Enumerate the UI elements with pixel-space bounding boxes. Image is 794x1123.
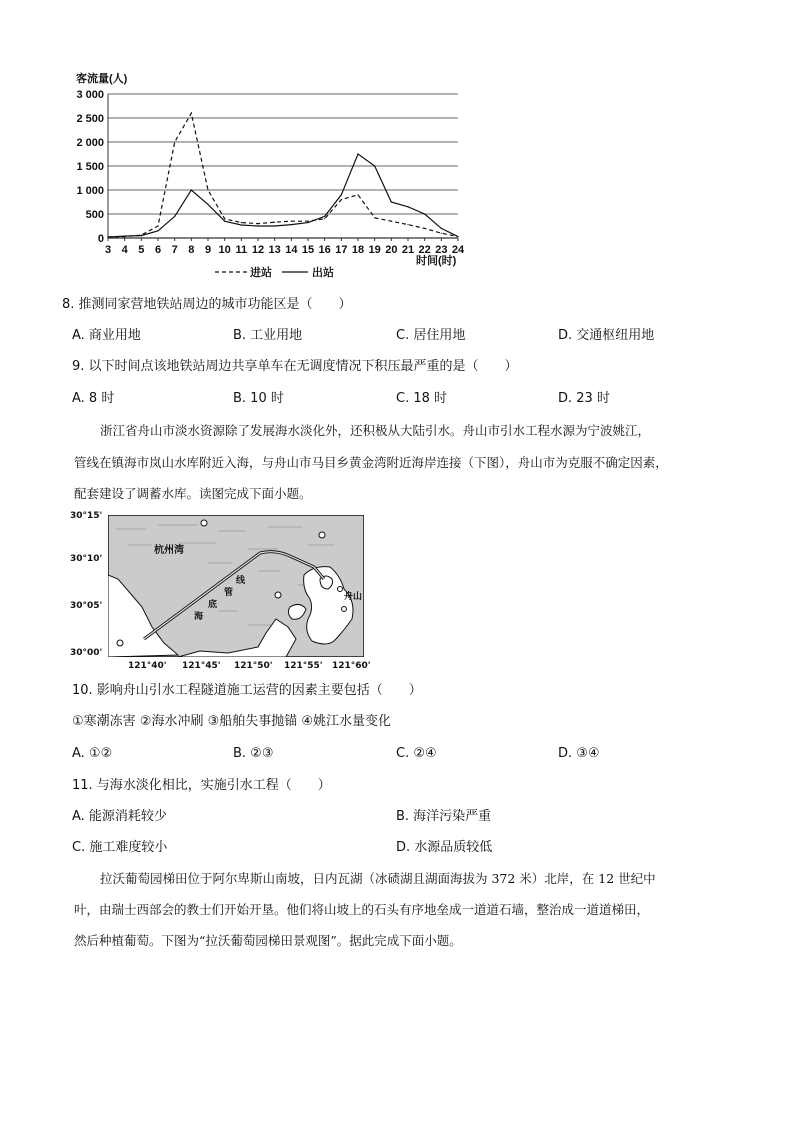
- data-point: [174, 141, 175, 142]
- data-point: [241, 224, 242, 225]
- data-point: [274, 225, 275, 226]
- data-point: [324, 218, 325, 219]
- map-lon-label: 121°55': [284, 661, 323, 671]
- passage-1-line-2: 管线在镇海市岚山水库附近入海，与舟山市马目乡黄金湾附近海岸连接（下图），舟山市为克服不确定因素，: [74, 455, 668, 470]
- islet: [342, 607, 347, 612]
- legend-label-in: 进站: [250, 267, 272, 279]
- data-point: [291, 221, 292, 222]
- data-point: [224, 221, 225, 222]
- data-point: [257, 225, 258, 226]
- passage-2-line-3: 然后种植葡萄。下图为“拉沃葡萄园梯田景观图”。据此完成下面小题。: [74, 933, 462, 948]
- q8-option-a[interactable]: A. 商业用地: [72, 328, 141, 343]
- q8-option-c[interactable]: C. 居住用地: [396, 328, 466, 343]
- q10-option-c[interactable]: C. ②④: [396, 746, 437, 761]
- q11-option-a[interactable]: A. 能源消耗较少: [72, 809, 167, 824]
- q8-option-b[interactable]: B. 工业用地: [233, 328, 303, 343]
- question-10-factors: ①寒潮冻害 ②海水冲刷 ③船舶失事抛锚 ④姚江水量变化: [72, 714, 392, 729]
- map-lat-label: 30°00': [70, 648, 103, 658]
- x-tick-label: 20: [385, 244, 398, 256]
- y-tick-label: 2 500: [76, 113, 104, 125]
- islet: [338, 587, 343, 592]
- islet: [275, 592, 281, 598]
- q8-option-d[interactable]: D. 交通枢纽用地: [558, 328, 655, 343]
- y-tick-label: 500: [85, 209, 104, 221]
- q10-option-b[interactable]: B. ②③: [233, 746, 274, 761]
- data-point: [374, 217, 375, 218]
- data-point: [207, 189, 208, 190]
- x-tick-label: 19: [368, 244, 381, 256]
- data-point: [441, 228, 442, 229]
- x-tick-label: 10: [218, 244, 231, 256]
- q9-option-d[interactable]: D. 23 时: [558, 391, 610, 406]
- map-lon-label: 121°45': [182, 661, 221, 671]
- q9-option-b[interactable]: B. 10 时: [233, 391, 284, 406]
- x-tick-label: 24: [451, 244, 465, 256]
- data-point: [424, 213, 425, 214]
- y-tick-label: 1 000: [76, 185, 104, 197]
- data-point: [257, 223, 258, 224]
- passage-1-line-1: 浙江省舟山市淡水资源除了发展海水淡化外，还积极从大陆引水。舟山市引水工程水源为宁波姚江，: [100, 423, 651, 438]
- x-tick-label: 14: [285, 244, 298, 256]
- passage-1-line-3: 配套建设了调蓄水库。读图完成下面小题。: [74, 486, 312, 501]
- x-tick-label: 7: [171, 244, 178, 256]
- data-point: [407, 224, 408, 225]
- data-point: [407, 206, 408, 207]
- data-point: [341, 194, 342, 195]
- x-tick-label: 15: [301, 244, 315, 256]
- data-point: [391, 201, 392, 202]
- passage-2-line-1: 拉沃葡萄园梯田位于阿尔卑斯山南坡，日内瓦湖（冰碛湖且湖面海拔为 372 米）北岸，在 12 世纪中: [100, 871, 656, 886]
- data-point: [157, 225, 158, 226]
- x-tick-label: 6: [154, 244, 162, 256]
- pipeline-char: 海: [194, 611, 204, 621]
- data-point: [341, 199, 342, 200]
- data-point: [191, 113, 192, 114]
- data-point: [274, 222, 275, 223]
- q11-option-b[interactable]: B. 海洋污染严重: [396, 809, 492, 824]
- y-tick-label: 0: [97, 233, 104, 245]
- data-point: [424, 228, 425, 229]
- y-tick-label: 1 500: [76, 161, 104, 173]
- q11-option-d[interactable]: D. 水源品质较低: [396, 840, 493, 855]
- q9-option-a[interactable]: A. 8 时: [72, 391, 115, 406]
- x-tick-label: 16: [318, 244, 331, 256]
- x-tick-label: 21: [401, 244, 415, 256]
- data-point: [374, 165, 375, 166]
- label-hangzhou-bay: 杭州湾: [154, 545, 184, 556]
- y-tick-label: 3 000: [76, 89, 104, 101]
- passage-2-line-2: 叶，由瑞士西部会的教士们开始开垦。他们将山坡上的石头有序地垒成一道道石墙，整治成一道道梯田，: [74, 902, 650, 917]
- passenger-flow-chart: [60, 68, 480, 283]
- x-tick-label: 18: [351, 244, 365, 256]
- y-tick-label: 2 000: [76, 137, 104, 149]
- zhoushan-map: [70, 511, 370, 673]
- q10-option-a[interactable]: A. ①②: [72, 746, 113, 761]
- x-tick-label: 22: [418, 244, 431, 256]
- chart-ylabel: 客流量(人): [76, 73, 128, 85]
- x-tick-label: 23: [435, 244, 448, 256]
- question-10-stem: 10. 影响舟山引水工程隧道施工运营的因素主要包括（ ）: [72, 683, 422, 698]
- q10-option-d[interactable]: D. ③④: [558, 746, 600, 761]
- question-8-stem: 8. 推测同家营地铁站周边的城市功能区是（ ）: [62, 297, 352, 312]
- x-tick-label: 17: [335, 244, 348, 256]
- data-point: [207, 204, 208, 205]
- pipeline-char: 底: [208, 599, 218, 609]
- data-point: [357, 153, 358, 154]
- data-point: [124, 235, 125, 236]
- q9-option-c[interactable]: C. 18 时: [396, 391, 448, 406]
- series-line-in: [108, 113, 458, 237]
- label-zhoushan: 舟山: [344, 591, 363, 601]
- x-tick-label: 12: [251, 244, 265, 256]
- q11-option-c[interactable]: C. 施工难度较小: [72, 840, 168, 855]
- data-point: [441, 233, 442, 234]
- data-point: [291, 224, 292, 225]
- x-tick-label: 13: [268, 244, 281, 256]
- map-lon-label: 121°40': [128, 661, 167, 671]
- data-point: [357, 194, 358, 195]
- data-point: [391, 221, 392, 222]
- pipeline-char: 管: [224, 587, 234, 597]
- map-lon-label: 121°60': [332, 661, 371, 671]
- data-point: [324, 216, 325, 217]
- data-point: [307, 221, 308, 222]
- x-tick-label: 8: [188, 244, 195, 256]
- x-tick-label: 5: [138, 244, 145, 256]
- x-tick-label: 11: [235, 244, 248, 256]
- legend-label-out: 出站: [312, 267, 334, 279]
- data-point: [191, 189, 192, 190]
- map-lat-label: 30°15': [70, 511, 103, 521]
- data-point: [457, 236, 458, 237]
- question-11-stem: 11. 与海水淡化相比，实施引水工程（ ）: [72, 778, 331, 793]
- map-frame: [108, 515, 364, 657]
- islet: [117, 640, 123, 646]
- x-tick-label: 4: [121, 244, 128, 256]
- data-point: [224, 218, 225, 219]
- map-lon-label: 121°50': [234, 661, 273, 671]
- islet: [319, 532, 325, 538]
- map-lat-label: 30°10': [70, 554, 103, 564]
- chart-xlabel: 时间(时): [416, 255, 457, 267]
- x-tick-label: 3: [104, 244, 112, 256]
- data-point: [141, 235, 142, 236]
- islet: [201, 520, 207, 526]
- data-point: [174, 216, 175, 217]
- map-lat-label: 30°05': [70, 601, 103, 611]
- data-point: [241, 222, 242, 223]
- data-point: [107, 236, 108, 237]
- data-point: [157, 230, 158, 231]
- question-9-stem: 9. 以下时间点该地铁站周边共享单车在无调度情况下积压最严重的是（ ）: [72, 359, 518, 374]
- data-point: [307, 222, 308, 223]
- x-tick-label: 9: [204, 244, 212, 256]
- pipeline-char: 线: [236, 575, 246, 585]
